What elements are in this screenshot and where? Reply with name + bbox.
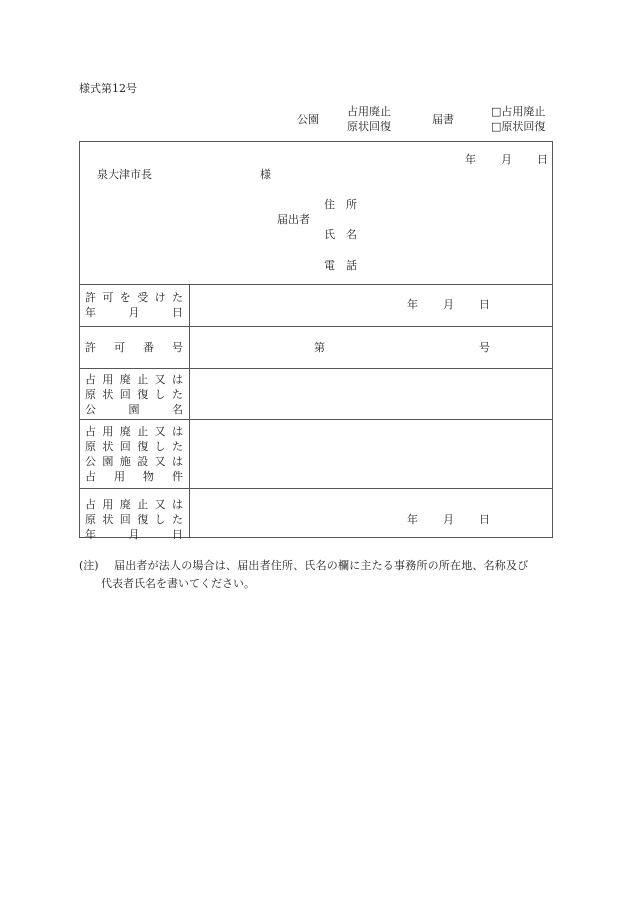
date-month[interactable]: 月 [501,153,512,166]
label-line: 占用廃止又は [85,498,183,511]
address-label: 住 所 [324,198,357,211]
label-line: 占用廃止又は [85,373,183,386]
restoration-date-month[interactable]: 月 [443,513,454,526]
divider [79,326,553,327]
applicant-label: 届出者 [277,213,310,226]
label-line: 原状回復した [85,388,183,401]
name-label: 氏 名 [324,228,357,241]
label-line: 許可を受けた [85,291,183,304]
label-line: 占用廃止又は [85,425,183,438]
form-number: 様式第12号 [79,82,137,95]
column-divider [189,284,190,537]
title-type-line2: 原状回復 [347,120,391,133]
permit-date-day[interactable]: 日 [479,298,490,311]
note-mark: (注) [79,559,99,572]
label-line: 年 月 日 [85,306,183,319]
divider [79,419,553,420]
permit-number-prefix[interactable]: 第 [314,341,325,354]
date-day[interactable]: 日 [537,153,548,166]
checkbox-restoration[interactable]: □原状回復 [491,120,546,133]
permit-number-suffix[interactable]: 号 [479,341,490,354]
label-line: 占 用 物 件 [85,470,183,483]
label-line: 公園施設又は [85,455,183,468]
checkbox-occupancy-abolition[interactable]: □占用廃止 [491,105,546,118]
date-year[interactable]: 年 [465,153,476,166]
permit-date-year[interactable]: 年 [407,298,418,311]
facility-label [85,424,183,484]
divider [79,488,553,489]
permit-date-label [85,290,183,320]
note-line2: 代表者氏名を書いてください。 [101,577,255,590]
park-name-label [85,372,183,417]
label-line: 原状回復した [85,440,183,453]
title-notice: 届書 [432,113,454,126]
divider [79,368,553,369]
title-park: 公園 [297,113,319,126]
phone-label: 電 話 [324,259,357,272]
label-line: 年 月 日 [85,528,183,541]
honorific: 様 [260,168,271,181]
addressee: 泉大津市長 [97,168,152,181]
divider [79,284,553,285]
permit-date-month[interactable]: 月 [443,298,454,311]
permit-number-label [85,340,183,355]
restoration-date-year[interactable]: 年 [407,513,418,526]
label-line: 許 可 番 号 [85,341,183,354]
label-line: 原状回復した [85,513,183,526]
note-line1: 届出者が法人の場合は、届出者住所、氏名の欄に主たる事務所の所在地、名称及び [114,559,529,572]
restoration-date-label [85,497,183,542]
label-line: 公 園 名 [85,403,183,416]
restoration-date-day[interactable]: 日 [479,513,490,526]
title-type-line1: 占用廃止 [347,105,391,118]
